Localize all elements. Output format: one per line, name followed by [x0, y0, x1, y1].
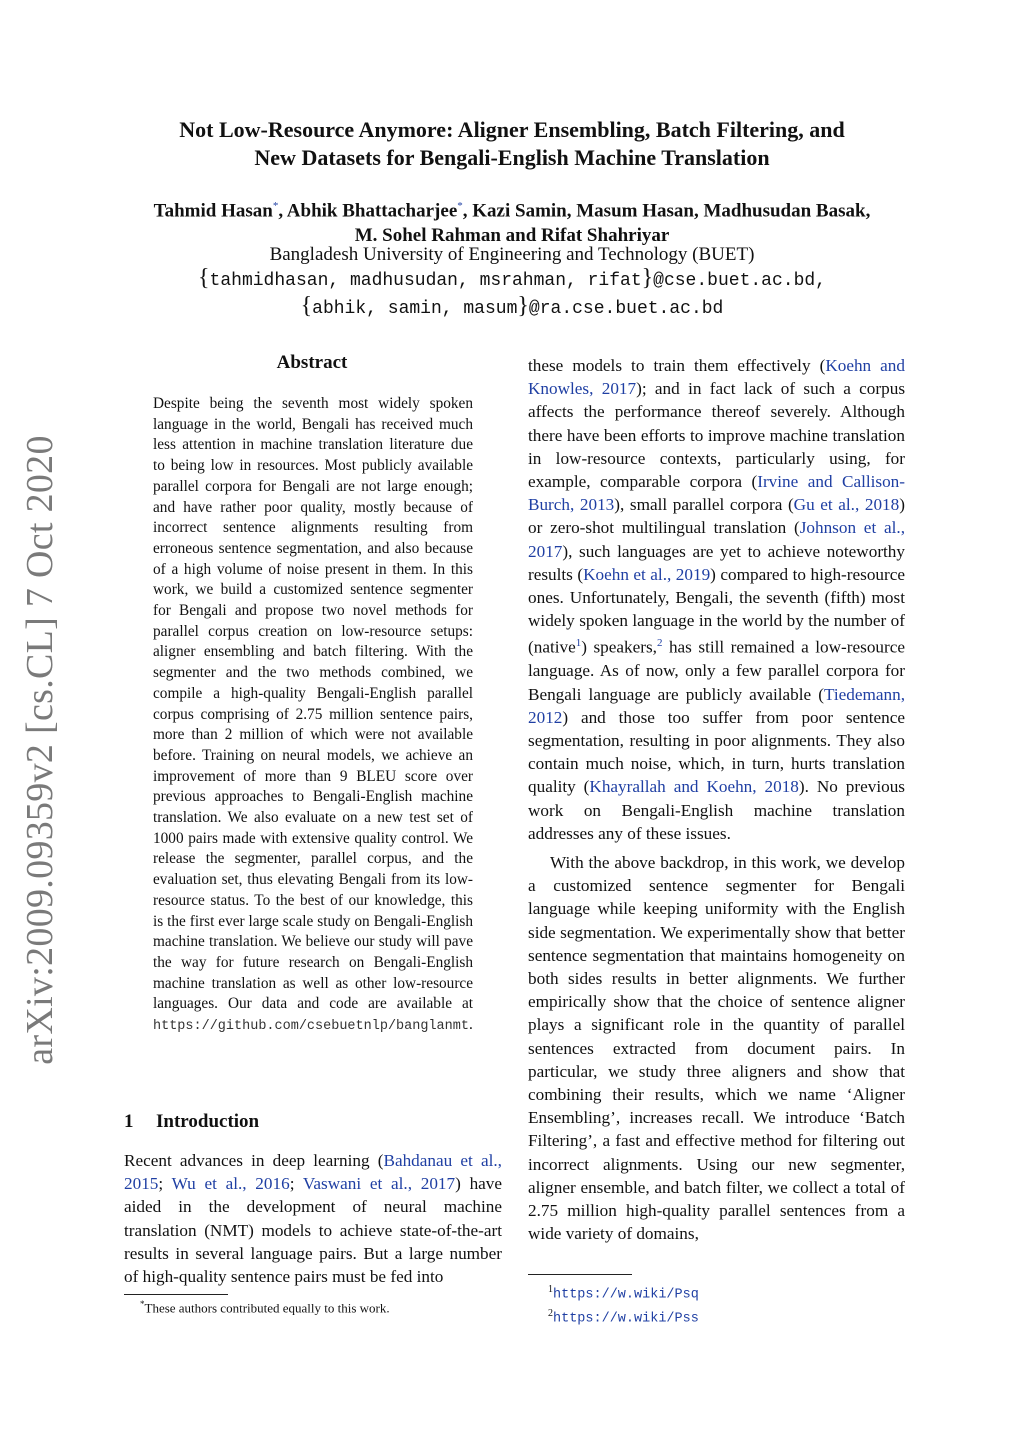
paper-title	[100, 116, 924, 172]
footnote-rule-left	[124, 1294, 228, 1295]
code-repo-link[interactable]: https://github.com/csebuetnlp/banglanmt	[153, 1019, 469, 1035]
section-heading-introduction	[124, 1111, 259, 1133]
footnote-ref-2[interactable]: 2	[656, 637, 663, 650]
citation-wu[interactable]: Wu et al., 2016	[171, 1174, 290, 1194]
authors-rest: , Kazi Samin, Masum Hasan, Madhusudan Basak,	[462, 200, 871, 222]
citation-khayrallah[interactable]: Khayrallah and Koehn, 2018	[589, 777, 799, 797]
section-title: Introduction	[156, 1111, 260, 1132]
author-abhik: , Abhik Bhattacharjee	[278, 200, 458, 222]
email-line-1: {tahmidhasan, madhusudan, msrahman, rifat}@cse.buet.ac.bd,	[198, 265, 826, 291]
footnote-equal-contribution: *These authors contributed equally to this work.	[140, 1299, 390, 1316]
citation-tiedemann[interactable]: Tiedemann, 2012	[528, 684, 905, 727]
email-line-2: {abhik, samin, masum}@ra.cse.buet.ac.bd	[300, 293, 724, 319]
affiliation: Bangladesh University of Engineering and Technology (BUET)	[269, 244, 755, 265]
author-emails	[60, 266, 964, 322]
right-paragraph-2: With the above backdrop, in this work, we develop a customized sentence segmenter for Bengali language while keeping uniformity with the English side segmentation. We experimentally show that better sentence segmentation that maintains homogeneity on both sides results in better alignments. We further empirically show that the choice of sentence aligner plays a significant role in the quantity of parallel sentences extracted from document pairs. In particular, we study three aligners and show that combining their results, which we name ‘Aligner Ensembling’, increases recall. We introduce ‘Batch Filtering’, a fast and effective method for filtering out incorrect alignments. Using our new segmenter, aligner ensemble, and batch filter, we collect a total of 2.75 million high-quality parallel sentences from a wide variety of domains,	[528, 853, 905, 1244]
citation-gu[interactable]: Gu et al., 2018	[793, 495, 900, 515]
arxiv-identifier: arXiv:2009.09359v2 [cs.CL] 7 Oct 2020	[19, 435, 61, 1065]
footnote-2: $^2$https://w.wiki/Pss	[548, 1307, 699, 1326]
equal-contribution-mark[interactable]: *	[457, 200, 463, 212]
abstract-text: Despite being the seventh most widely spoken language in the world, Bengali has received much less attention in machine translation literature due to being low in resources. Most publicly available parallel corpora for Bengali are not large enough; and have rather poor quality, mostly because of incorrect sentence alignments resulting from erroneous sentence segmentation, and also because of a high volume of noise present in them. In this work, we build a customized sentence segmenter for Bengali and propose two novel methods for parallel corpus creation on low-resource setups: aligner ensembling and batch filtering. With the segmenter and the two methods combined, we compile a high-quality Bengali-English parallel corpus comprising of 2.75 million sentence pairs, more than 2 million of which were not available before. Training on neural models, we achieve an improvement of more than 9 BLEU score over previous approaches to Bengali-English machine translation. We also evaluate on a new test set of 1000 pairs made with extensive quality control. We release the segmenter, parallel corpus, and the evaluation set, thus elevating Bengali from its low-resource status. To the best of our knowledge, this is the first ever large scale study on Bengali-English machine translation. We believe our study will pave the way for future research on Bengali-English machine translation as well as other low-resource languages. Our data and code are available at	[153, 395, 473, 1013]
citation-bahdanau[interactable]: Bahdanau et al., 2015	[124, 1151, 502, 1194]
right-paragraph-1: these models to train them effectively (Koehn and Knowles, 2017); and in fact lack of such a corpus affects the performance thereof severely. Although there have been efforts to improve machine translation in low-resource contexts, particularly using, for example, comparable corpora (Irvine and Callison-Burch, 2013), small parallel corpora (Gu et al., 2018) or zero-shot multilingual translation (Johnson et al., 2017), such languages are yet to achieve noteworthy results (Koehn et al., 2019) compared to high-resource ones. Unfortunately, Bengali, the seventh (fifth) most widely spoken language in the world by the number of (native$^1$) speakers,$^2$ has still remained a low-resource language. As of now, only a few parallel corpora for Bengali language are publicly available (Tiedemann, 2012) and those too suffer from poor sentence segmentation, resulting in poor alignments. They also contain much noise, which, in turn, hurts translation quality (Khayrallah and Koehn, 2018). No previous work on Bengali-English machine translation addresses any of these issues.	[528, 356, 906, 843]
citation-koehn-2019[interactable]: Koehn et al., 2019	[583, 564, 711, 584]
abstract-heading: Abstract	[276, 352, 348, 373]
citation-irvine[interactable]: Irvine and Callison-Burch, 2013	[528, 472, 906, 515]
title-line-1: Not Low-Resource Anymore: Aligner Ensembling, Batch Filtering, and	[179, 117, 845, 142]
equal-contribution-mark[interactable]: *	[272, 200, 279, 212]
author-list	[80, 194, 944, 248]
footnote-1-link[interactable]: https://w.wiki/Psq	[553, 1287, 699, 1303]
arxiv-identifier-sidebar	[10, 435, 70, 1065]
section-number: 1	[124, 1111, 134, 1132]
author-line-1	[80, 194, 944, 223]
right-column	[528, 354, 905, 1245]
footnotes-right	[548, 1281, 699, 1328]
footnote-rule-right	[528, 1274, 632, 1275]
citation-johnson[interactable]: Johnson et al., 2017	[528, 518, 905, 561]
citation-koehn-knowles[interactable]: Koehn and Knowles, 2017	[528, 356, 905, 399]
author-tahmid: Tahmid Hasan	[153, 200, 273, 222]
introduction-paragraph: Recent advances in deep learning (Bahdanau et al., 2015; Wu et al., 2016; Vaswani et al., 2017) have aided in the development of neural machine translation (NMT) models to achieve state-of-the-art results in several language pairs. But a large number of high-quality sentence pairs must be fed into	[124, 1151, 503, 1287]
abstract-body: Despite being the seventh most widely spoken language in the world, Bengali has received much less attention in machine translation literature due to being low in resources. Most publicly available parallel corpora for Bengali are not large enough; and have rather poor quality, mostly because of incorrect sentence alignments resulting from erroneous sentence segmentation, and also because of a high volume of noise present in them. In this work, we build a customized sentence segmenter for Bengali and propose two novel methods for parallel corpus creation on low-resource setups: aligner ensembling and batch filtering. With the segmenter and the two methods combined, we compile a high-quality Bengali-English parallel corpus comprising of 2.75 million sentence pairs, more than 2 million of which were not available before. Training on neural models, we achieve an improvement of more than 9 BLEU score over previous approaches to Bengali-English machine translation. We also evaluate on a new test set of 1000 pairs made with extensive quality control. We release the segmenter, parallel corpus, and the evaluation set, thus elevating Bengali from its low-resource status. To the best of our knowledge, this is the first ever large scale study on Bengali-English machine translation. We believe our study will pave the way for future research on Bengali-English machine translation as well as other low-resource languages. Our data and code are available at https://github.com/csebuetnlp/banglanmt.	[153, 395, 473, 1035]
citation-vaswani[interactable]: Vaswani et al., 2017	[302, 1174, 456, 1194]
footnote-ref-1[interactable]: 1	[575, 637, 582, 650]
title-line-2: New Datasets for Bengali-English Machine Translation	[254, 145, 770, 170]
author-line-2: M. Sohel Rahman and Rifat Shahriyar	[354, 225, 670, 247]
footnote-1: $^1$https://w.wiki/Psq	[548, 1284, 699, 1303]
footnote-2-link[interactable]: https://w.wiki/Pss	[553, 1311, 699, 1326]
